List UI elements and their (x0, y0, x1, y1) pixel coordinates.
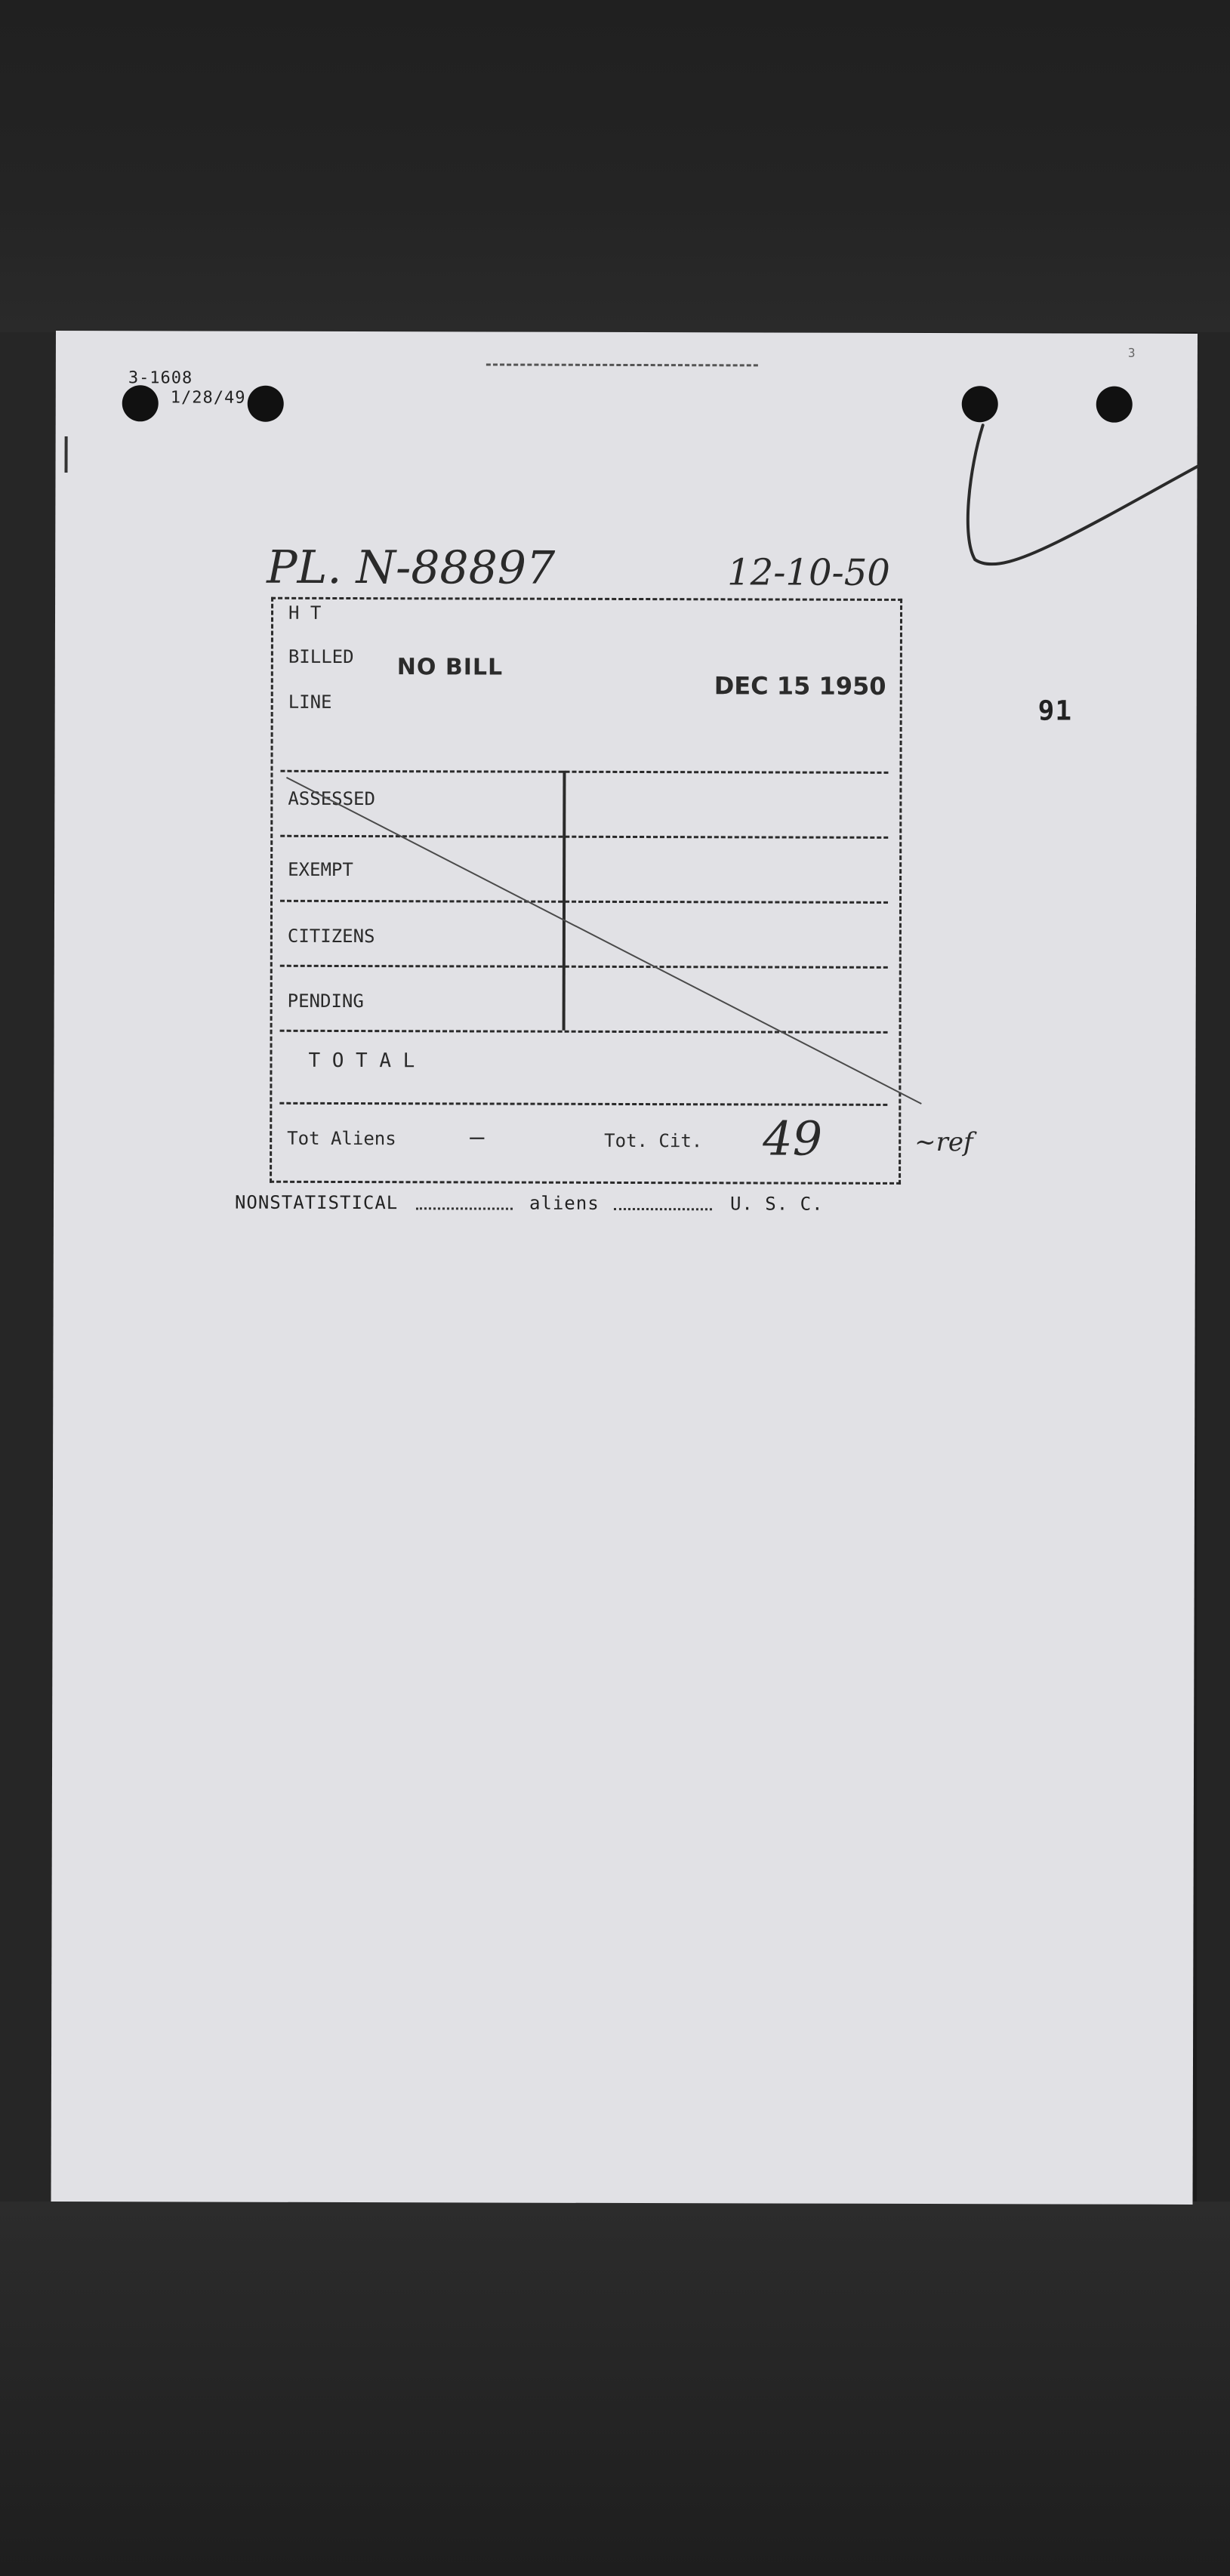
scan-background-left (0, 332, 59, 2202)
assessed-label: ASSESSED (288, 787, 376, 810)
punch-hole-left-1 (122, 385, 159, 421)
top-dash-marks (486, 363, 758, 366)
exempt-label: EXEMPT (288, 858, 353, 881)
usc-label: U. S. C. (729, 1193, 824, 1215)
page-number: 91 (1037, 695, 1073, 727)
form-number: 3-1608 (128, 368, 193, 388)
left-edge-tick (65, 436, 68, 473)
corner-mark: 3 (1127, 345, 1136, 360)
tot-aliens-label: Tot Aliens (287, 1127, 396, 1150)
pending-label: PENDING (287, 990, 364, 1012)
document-page (51, 331, 1198, 2205)
no-bill-stamp: NO BILL (396, 654, 504, 681)
total-label: T O T A L (308, 1049, 415, 1073)
handwritten-date: 12-10-50 (727, 551, 890, 594)
date-stamp: DEC 15 1950 (714, 671, 886, 701)
check-mark-scribble (961, 416, 1204, 598)
tax-form-box (270, 597, 902, 1185)
ht-label: H T (288, 602, 322, 624)
file-number: PL. N-88897 (267, 541, 556, 595)
line-label: LINE (288, 691, 332, 713)
punch-hole-left-2 (248, 386, 284, 422)
scan-background-bottom (0, 2202, 1230, 2576)
tot-aliens-value: — (470, 1122, 485, 1151)
scan-background-right (1197, 332, 1230, 2202)
billed-label: BILLED (288, 646, 354, 668)
margin-note: ~ref (914, 1126, 973, 1158)
nonstatistical-label: NONSTATISTICAL (234, 1191, 399, 1214)
citizens-label: CITIZENS (287, 925, 375, 948)
diagonal-strike-line (272, 599, 953, 1129)
tot-cit-label: Tot. Cit. (604, 1129, 703, 1152)
form-date: 1/28/49 (170, 388, 246, 408)
aliens-blank (614, 1208, 712, 1210)
tot-cit-value: 49 (763, 1111, 823, 1166)
aliens-label: aliens (529, 1192, 600, 1214)
nonstatistical-blank (416, 1207, 513, 1209)
scan-background-top (0, 0, 1230, 332)
